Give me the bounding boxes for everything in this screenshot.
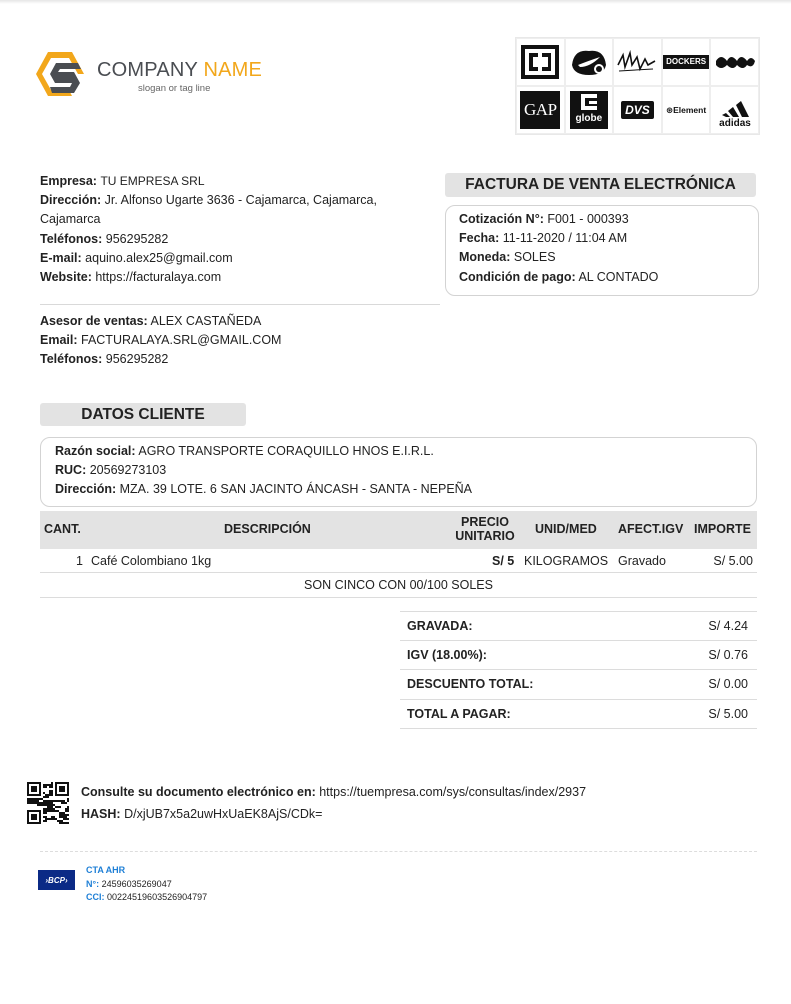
info-label: Dirección: bbox=[40, 193, 102, 208]
header-amount: IMPORTE bbox=[694, 522, 751, 536]
brand-volcom-logo bbox=[710, 38, 759, 86]
consult-url[interactable]: https://tuempresa.com/sys/consultas/index/2937 bbox=[319, 785, 587, 799]
bank-cci-row bbox=[86, 891, 207, 905]
qr-code-icon bbox=[27, 782, 69, 824]
brand-dc-logo bbox=[516, 38, 565, 86]
header-unit: UNID/MED bbox=[535, 522, 597, 536]
totals-row-igv bbox=[400, 641, 757, 670]
cell-unit-price: S/ 5 bbox=[492, 554, 515, 568]
sales-row-phone bbox=[40, 350, 281, 369]
brand-dvs-logo: DVS bbox=[613, 86, 662, 134]
totals-row-total bbox=[400, 700, 757, 729]
totals-row-gravada bbox=[400, 612, 757, 641]
invoice-label: Cotización N°: bbox=[459, 212, 544, 226]
invoice-row-currency bbox=[459, 248, 758, 267]
bcp-logo-text: BCP bbox=[48, 875, 65, 885]
bank-number-row bbox=[86, 878, 207, 892]
hash-row bbox=[81, 803, 586, 825]
info-row-email bbox=[40, 249, 400, 268]
info-row-website bbox=[40, 268, 400, 287]
info-label: E-mail: bbox=[40, 250, 82, 265]
amount-in-words: SON CINCO CON 00/100 SOLES bbox=[40, 573, 757, 598]
sales-value: FACTURALAYA.SRL@GMAIL.COM bbox=[81, 333, 282, 348]
company-name bbox=[97, 59, 262, 82]
totals-table bbox=[400, 611, 757, 729]
totals-label: DESCUENTO TOTAL: bbox=[407, 677, 534, 692]
invoice-value: SOLES bbox=[513, 250, 556, 265]
client-row-name bbox=[55, 442, 756, 461]
dashed-divider bbox=[40, 851, 757, 852]
client-section-title: DATOS CLIENTE bbox=[40, 403, 246, 426]
company-info bbox=[40, 172, 400, 287]
cell-unit: KILOGRAMOS bbox=[524, 554, 609, 568]
info-row-direccion bbox=[40, 191, 400, 229]
invoice-details bbox=[445, 205, 759, 296]
bank-number-label: N°: bbox=[86, 878, 100, 889]
header-igv: AFECT.IGV bbox=[618, 522, 684, 536]
hash-label: HASH: bbox=[81, 807, 121, 821]
info-value: 956295282 bbox=[105, 231, 169, 246]
cell-amount: S/ 5.00 bbox=[713, 554, 753, 568]
client-label: Dirección: bbox=[55, 482, 117, 497]
company-logo-icon bbox=[34, 50, 86, 98]
totals-label: GRAVADA: bbox=[407, 619, 473, 633]
info-label: Empresa: bbox=[40, 174, 97, 188]
info-value: Jr. Alfonso Ugarte 3636 - Cajamarca, Cajamarca, Cajamarca bbox=[40, 193, 377, 227]
invoice-row-number bbox=[459, 210, 758, 229]
sales-label: Asesor de ventas: bbox=[40, 314, 148, 328]
brand-globe-logo: globe bbox=[565, 86, 614, 134]
client-value: MZA. 39 LOTE. 6 SAN JACINTO ÁNCASH - SANTA - NEPEÑA bbox=[119, 482, 473, 497]
sales-info bbox=[40, 312, 281, 370]
invoice-label: Condición de pago: bbox=[459, 269, 576, 284]
client-row-address bbox=[55, 480, 756, 499]
totals-value: S/ 0.00 bbox=[708, 677, 748, 692]
sales-value: 956295282 bbox=[105, 352, 169, 367]
divider bbox=[40, 304, 440, 305]
invoice-row-payment bbox=[459, 268, 758, 287]
consult-row bbox=[81, 781, 586, 803]
header-description: DESCRIPCIÓN bbox=[224, 522, 311, 536]
brand-gap-logo: GAP bbox=[516, 86, 565, 134]
bank-number: 24596035269047 bbox=[101, 878, 172, 889]
totals-row-discount bbox=[400, 670, 757, 699]
consult-label: Consulte su documento electrónico en: bbox=[81, 785, 316, 799]
hash-value: D/xjUB7x5a2uwHxUaEK8AjS/CDk= bbox=[124, 807, 323, 821]
info-row-empresa bbox=[40, 172, 400, 191]
brand-sk8-logo bbox=[613, 38, 662, 86]
header-cant: CANT. bbox=[44, 522, 81, 536]
brand-element-logo: ⊛Element bbox=[662, 86, 711, 134]
bcp-logo-icon: › BCP › bbox=[38, 870, 75, 890]
client-value: AGRO TRANSPORTE CORAQUILLO HNOS E.I.R.L. bbox=[138, 444, 434, 458]
header-unit-price: PRECIO UNITARIO bbox=[455, 515, 515, 543]
invoice-value: F001 - 000393 bbox=[547, 212, 629, 226]
table-row bbox=[40, 550, 757, 573]
company-name-part1: COMPANY bbox=[97, 59, 198, 81]
client-label: RUC: bbox=[55, 463, 87, 478]
items-table-header bbox=[40, 511, 757, 549]
brand-nike-sb-logo bbox=[565, 38, 614, 86]
invoice-title: FACTURA DE VENTA ELECTRÓNICA bbox=[445, 173, 756, 197]
invoice-value: AL CONTADO bbox=[578, 269, 659, 284]
client-row-ruc bbox=[55, 461, 756, 480]
bank-info bbox=[86, 864, 207, 905]
company-name-part2: NAME bbox=[203, 59, 263, 81]
totals-label: TOTAL A PAGAR: bbox=[407, 706, 511, 721]
totals-label: IGV (18.00%): bbox=[407, 648, 487, 663]
info-value: TU EMPRESA SRL bbox=[100, 174, 205, 188]
client-details bbox=[40, 437, 757, 507]
info-label: Website: bbox=[40, 270, 92, 285]
totals-value: S/ 0.76 bbox=[708, 648, 748, 663]
brand-adidas-logo bbox=[710, 86, 759, 134]
info-row-telefonos bbox=[40, 230, 400, 249]
info-value: aquino.alex25@gmail.com bbox=[85, 250, 233, 265]
bank-cci: 00224519603526904797 bbox=[107, 892, 208, 902]
brand-logos bbox=[515, 37, 760, 135]
bank-cci-label: CCI: bbox=[86, 892, 105, 902]
sales-row-email bbox=[40, 331, 281, 350]
bank-account-type: CTA AHR bbox=[86, 865, 126, 875]
sales-row-advisor bbox=[40, 312, 281, 331]
consult-block bbox=[81, 781, 586, 825]
client-value: 20569273103 bbox=[89, 463, 167, 478]
info-value: https://facturalaya.com bbox=[95, 270, 222, 285]
company-slogan: slogan or tag line bbox=[138, 83, 211, 94]
info-label: Teléfonos: bbox=[40, 231, 103, 246]
top-shadow bbox=[0, 0, 791, 4]
sales-value: ALEX CASTAÑEDA bbox=[150, 314, 262, 328]
cell-igv: Gravado bbox=[618, 554, 666, 568]
invoice-value: 11-11-2020 / 11:04 AM bbox=[502, 231, 628, 246]
cell-cant: 1 bbox=[76, 554, 83, 568]
invoice-row-date bbox=[459, 229, 758, 248]
svg-text:adidas: adidas bbox=[718, 118, 751, 127]
client-label: Razón social: bbox=[55, 444, 136, 458]
sales-label: Teléfonos: bbox=[40, 352, 103, 367]
brand-dockers-logo: DOCKERS bbox=[662, 38, 711, 86]
invoice-label: Fecha: bbox=[459, 231, 500, 246]
totals-value: S/ 5.00 bbox=[708, 706, 748, 721]
sales-label: Email: bbox=[40, 333, 78, 348]
invoice-label: Moneda: bbox=[459, 250, 511, 265]
totals-value: S/ 4.24 bbox=[708, 619, 748, 633]
cell-description: Café Colombiano 1kg bbox=[91, 554, 212, 568]
